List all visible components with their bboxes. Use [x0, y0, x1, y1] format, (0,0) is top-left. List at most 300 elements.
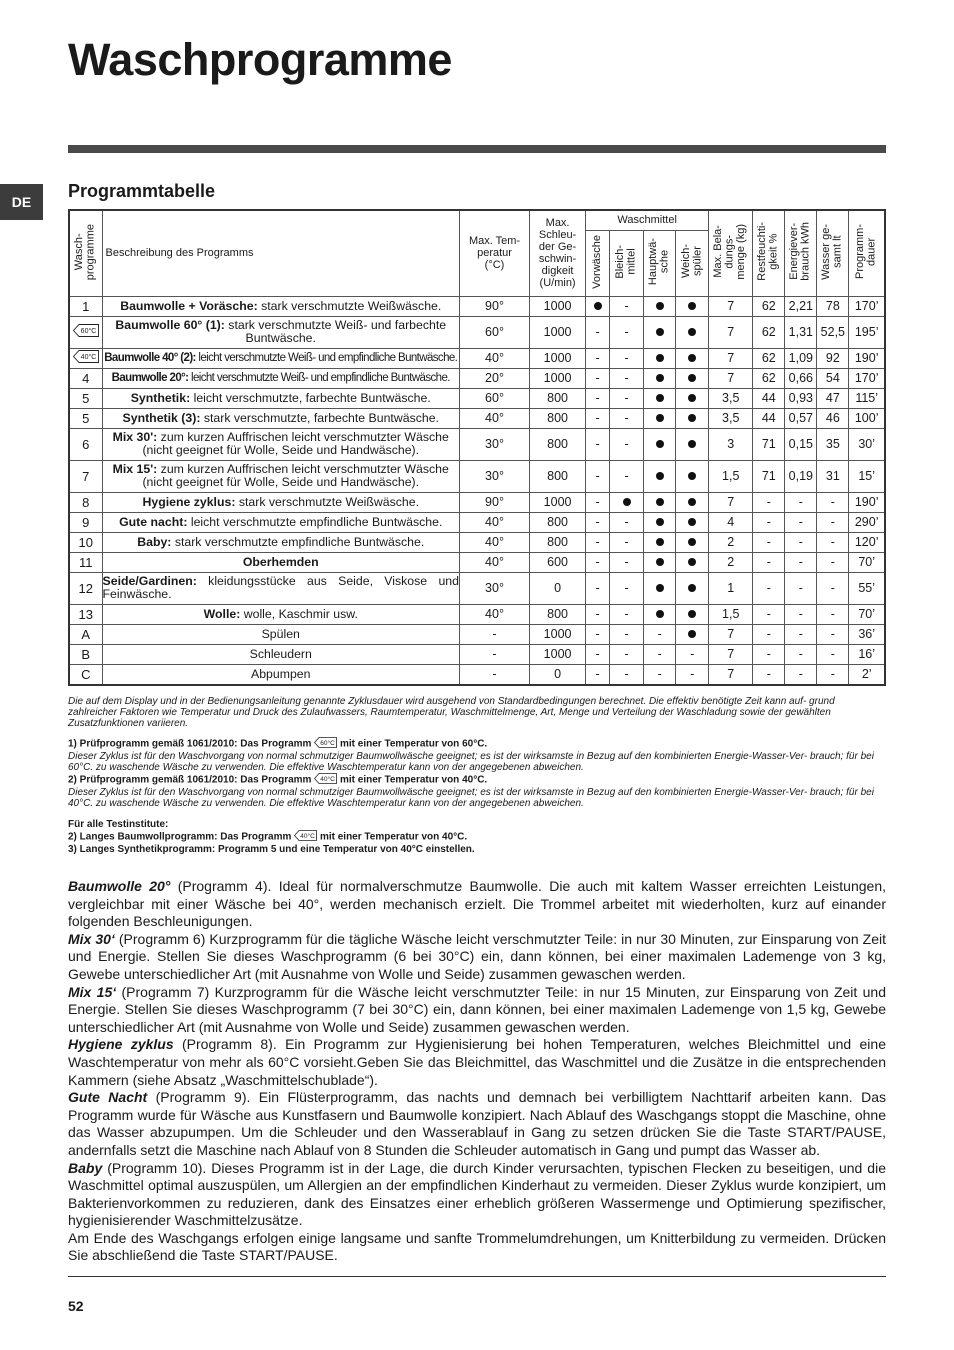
cell-duration: 170’ — [849, 368, 885, 388]
dot-mark — [688, 518, 696, 526]
cell-load: 7 — [709, 316, 753, 348]
title-rule — [68, 145, 886, 153]
cell-water: - — [817, 664, 849, 685]
table-row — [69, 512, 885, 532]
cell-load: 4 — [709, 512, 753, 532]
cell-temperature: 90° — [459, 492, 529, 512]
program-number: 13 — [69, 604, 102, 624]
cell-energy: 0,93 — [785, 388, 817, 408]
cell-energy: - — [785, 532, 817, 552]
cell-bleach: - — [610, 644, 644, 664]
dot-mark — [688, 538, 696, 546]
program-name: Baby: — [137, 534, 172, 549]
cell-prewash — [586, 296, 610, 316]
dot-mark — [656, 374, 664, 382]
cell-prewash: - — [586, 460, 610, 492]
dot-mark — [688, 374, 696, 382]
dot-mark — [688, 328, 696, 336]
cell-prewash: - — [586, 644, 610, 664]
paragraph-text: Am Ende des Waschgangs erfolgen einige langsame und sanfte Trommelumdrehungen, um Knitterbildung zu vermeiden. Drücken Sie abschließend die Taste START/PAUSE. — [68, 1229, 886, 1264]
cell-prewash: - — [586, 408, 610, 428]
table-row — [69, 368, 885, 388]
cell-bleach: - — [610, 664, 644, 685]
program-40-icon — [294, 830, 317, 844]
cell-softener — [676, 624, 709, 644]
program-descriptions — [68, 878, 886, 1265]
cell-prewash: - — [586, 512, 610, 532]
cell-temperature: 40° — [459, 408, 529, 428]
col-header-program: Wasch- programme — [69, 210, 102, 296]
cell-duration: 290’ — [849, 512, 885, 532]
cell-mainwash — [644, 532, 676, 552]
program-description — [102, 572, 459, 604]
program-description — [102, 348, 459, 368]
cell-water: - — [817, 552, 849, 572]
cell-moisture: 44 — [753, 408, 785, 428]
cell-bleach: - — [610, 604, 644, 624]
cell-softener — [676, 460, 709, 492]
cell-bleach: - — [610, 572, 644, 604]
program-paragraph — [68, 1230, 886, 1265]
paragraph-text: (Programm 7) Kurzprogramm für die Wäsche leicht verschmutzter Teile: in nur 15 Minuten, zur Einsparung von Zeit und Energie. Stellen Sie dieses Waschprogramm (7 bei 30°C) ein, dann können, bei einer maximalen Lademenge von 1,5 kg, Gewebe unterschiedlicher Art (mit Ausnahme von Wolle und Seide) zusammen gewaschen werden. — [68, 983, 886, 1035]
table-row — [69, 532, 885, 552]
dot-mark — [656, 538, 664, 546]
cell-bleach: - — [610, 296, 644, 316]
program-detail: stark verschmutzte Weißwäsche. — [261, 298, 442, 313]
program-description — [102, 552, 459, 572]
paragraph-text: (Programm 9). Ein Flüsterprogramm, das nachts und demnach bei verbilligtem Nachttarif arbeiten kann. Das Programm wurde für Wäsche aus Kunstfasern und Baumwolle konzipiert. Nach Ablauf des Waschgangs stoppt die Maschine, ohne das Wasser abzupumpen. Um die Schleuder und den Wasserablauf in Gang zu setzen drücken Sie die Taste START/PAUSE, andernfalls setzt die Maschine nach Ablauf von 8 Stunden die Schleuder automatisch in Gang und pumpt das Wasser ab. — [68, 1089, 886, 1158]
table-row — [69, 388, 885, 408]
dot-mark — [688, 558, 696, 566]
cell-energy: 1,09 — [785, 348, 817, 368]
dot-mark — [656, 518, 664, 526]
cell-mainwash: - — [644, 664, 676, 685]
cell-temperature: 40° — [459, 512, 529, 532]
cell-prewash: - — [586, 348, 610, 368]
cell-duration: 195’ — [849, 316, 885, 348]
cell-softener — [676, 604, 709, 624]
program-name: Gute nacht: — [119, 514, 188, 529]
cell-prewash: - — [586, 492, 610, 512]
cell-prewash: - — [586, 572, 610, 604]
cell-water: 52,5 — [817, 316, 849, 348]
cell-spin: 0 — [530, 572, 586, 604]
svg-text:60°C: 60°C — [320, 740, 335, 747]
program-detail: wolle, Kaschmir usw. — [243, 606, 358, 621]
program-number: 9 — [69, 512, 102, 532]
cell-load: 1,5 — [709, 604, 753, 624]
cell-mainwash: - — [644, 624, 676, 644]
cell-temperature: - — [459, 624, 529, 644]
program-number: 4 — [69, 368, 102, 388]
cell-duration: 30’ — [849, 428, 885, 460]
program-name: Baumwolle 20°: — [111, 371, 189, 384]
cell-temperature: 90° — [459, 296, 529, 316]
program-name: Hygiene zyklus: — [142, 494, 236, 509]
cell-duration: 36’ — [849, 624, 885, 644]
paragraph-text: (Programm 10). Dieses Programm ist in der Lage, die durch Kinder verursachten, typischen Flecken zu beseitigen, und die Waschmittel optimal auszuspülen, um Allergien an der empfindlichen Kinderhaut zu vermeiden. Dieser Zyklus wurde konzipiert, um Bakterienvorkommen zu reduzieren, dank des Einsatzes einer erheblich größeren Wassermenge und Optimierung spezifischer, hygienisierender Waschmittelzusätze. — [68, 1159, 886, 1229]
program-detail: zum kurzen Auffrischen leicht verschmutzter Wäsche (nicht geeignet für Wolle, Seide und Handwäsche). — [142, 430, 449, 457]
cell-spin: 800 — [530, 428, 586, 460]
cell-bleach: - — [610, 460, 644, 492]
cell-prewash: - — [586, 532, 610, 552]
program-60-icon — [314, 737, 337, 751]
cell-water: - — [817, 512, 849, 532]
dot-mark — [594, 302, 602, 310]
cell-mainwash — [644, 408, 676, 428]
cell-load: 1 — [709, 572, 753, 604]
dot-mark — [656, 394, 664, 402]
program-name: Mix 15': — [112, 462, 158, 476]
footnote-1-title: 1) Prüfprogramm gemäß 1061/2010: Das Programm — [68, 738, 312, 750]
dot-mark — [688, 630, 696, 638]
dot-mark — [656, 328, 664, 336]
col-header-softener: Weich- spüler — [676, 230, 709, 296]
cell-energy: - — [785, 624, 817, 644]
table-row — [69, 348, 885, 368]
program-paragraph — [68, 1160, 886, 1230]
cell-temperature: - — [459, 664, 529, 685]
program-description — [102, 296, 459, 316]
paragraph-text: (Programm 8). Ein Programm zur Hygienisierung bei hohen Temperaturen, welches Bleichmittel und eine Waschtemperatur von mehr als 60°C vorsieht.Geben Sie das Bleichmittel, das Waschmittel und die Zusätze in die entsprechenden Kammern (siehe Absatz „Waschmittelschublade“). — [68, 1036, 886, 1088]
program-detail: Spülen — [261, 626, 300, 641]
cell-duration: 2’ — [849, 664, 885, 685]
cell-bleach: - — [610, 532, 644, 552]
cell-spin: 800 — [530, 388, 586, 408]
program-number: C — [69, 664, 102, 685]
cell-temperature: 60° — [459, 388, 529, 408]
table-notes — [68, 696, 886, 855]
dot-mark — [688, 584, 696, 592]
col-header-temperature: Max. Tem- peratur (°C) — [459, 210, 529, 296]
cell-temperature: 40° — [459, 604, 529, 624]
program-number: 11 — [69, 552, 102, 572]
cell-spin: 1000 — [530, 316, 586, 348]
cell-load: 7 — [709, 492, 753, 512]
table-row — [69, 460, 885, 492]
paragraph-term: Mix 15‘ — [68, 983, 117, 1000]
program-40-icon — [314, 773, 337, 787]
cell-load: 7 — [709, 296, 753, 316]
cell-spin: 800 — [530, 512, 586, 532]
program-name: Baumwolle 40° (2): — [104, 351, 196, 364]
institutes-title: Für alle Testinstitute: — [68, 819, 169, 830]
program-description — [102, 316, 459, 348]
cell-spin: 0 — [530, 664, 586, 685]
table-row — [69, 604, 885, 624]
program-number: 12 — [69, 572, 102, 604]
cell-energy: - — [785, 552, 817, 572]
cell-mainwash — [644, 348, 676, 368]
program-40-icon — [69, 348, 102, 368]
table-row — [69, 644, 885, 664]
program-detail: kleidungsstücke aus Seide, Viskose und Feinwäsche. — [102, 574, 459, 601]
dot-mark — [656, 610, 664, 618]
cell-load: 7 — [709, 624, 753, 644]
cell-mainwash — [644, 316, 676, 348]
cell-energy: - — [785, 604, 817, 624]
program-number: B — [69, 644, 102, 664]
cell-water: 54 — [817, 368, 849, 388]
program-name: Synthetik (3): — [122, 410, 201, 425]
program-detail: stark verschmutzte Weiß- und farbechte Buntwäsche. — [228, 318, 447, 345]
cell-moisture: 71 — [753, 460, 785, 492]
program-paragraph — [68, 984, 886, 1037]
cell-mainwash — [644, 428, 676, 460]
dot-mark — [656, 414, 664, 422]
institutes-note-2: 2) Langes Baumwollprogramm: Das Programm — [68, 831, 292, 843]
cell-duration: 100’ — [849, 408, 885, 428]
program-description — [102, 492, 459, 512]
program-detail: leicht verschmutzte, farbechte Buntwäsche. — [193, 390, 431, 405]
cell-water: - — [817, 644, 849, 664]
cell-prewash: - — [586, 388, 610, 408]
program-description — [102, 532, 459, 552]
cell-duration: 170’ — [849, 296, 885, 316]
cell-prewash: - — [586, 624, 610, 644]
paragraph-text: (Programm 6) Kurzprogramm für die tägliche Wäsche leicht verschmutzter Teile: in nur 30 Minuten, zur Einsparung von Zeit und Energie. Stellen Sie dieses Waschprogramm (6 bei 30°C) ein, dann können, bei einer maximalen Lademenge von 3 kg, Gewebe unterschiedlicher Art (mit Ausnahme von Wolle und Seide) zusammen gewaschen werden. — [68, 930, 886, 982]
cell-water: 92 — [817, 348, 849, 368]
cell-spin: 1000 — [530, 368, 586, 388]
cell-load: 2 — [709, 552, 753, 572]
table-row — [69, 316, 885, 348]
cell-duration: 120’ — [849, 532, 885, 552]
cell-spin: 600 — [530, 552, 586, 572]
cell-softener — [676, 532, 709, 552]
cell-moisture: - — [753, 644, 785, 664]
cell-softener — [676, 492, 709, 512]
cell-mainwash — [644, 460, 676, 492]
cell-energy: 2,21 — [785, 296, 817, 316]
program-description — [102, 408, 459, 428]
cell-energy: 0,19 — [785, 460, 817, 492]
cell-moisture: 62 — [753, 348, 785, 368]
cell-water: - — [817, 492, 849, 512]
cell-bleach: - — [610, 316, 644, 348]
cell-spin: 1000 — [530, 296, 586, 316]
cell-load: 7 — [709, 644, 753, 664]
cell-spin: 1000 — [530, 624, 586, 644]
col-header-spin: Max. Schleu- der Ge- schwin- digkeit (U/min) — [530, 210, 586, 296]
cell-temperature: 40° — [459, 532, 529, 552]
cell-load: 3 — [709, 428, 753, 460]
col-header-description: Beschreibung des Programms — [102, 210, 459, 296]
program-number: 7 — [69, 460, 102, 492]
svg-text:40°C: 40°C — [320, 776, 335, 783]
dot-mark — [623, 498, 631, 506]
cell-moisture: - — [753, 604, 785, 624]
cell-bleach: - — [610, 348, 644, 368]
dot-mark — [688, 394, 696, 402]
page-number: 52 — [68, 1298, 84, 1314]
paragraph-term: Hygiene zyklus — [68, 1036, 174, 1053]
cell-moisture: - — [753, 624, 785, 644]
cell-duration: 115’ — [849, 388, 885, 408]
cell-moisture: 62 — [753, 368, 785, 388]
svg-text:60°C: 60°C — [80, 328, 97, 336]
cell-duration: 190’ — [849, 492, 885, 512]
cell-moisture: - — [753, 552, 785, 572]
section-title: Programmtabelle — [68, 181, 216, 201]
cell-temperature: 30° — [459, 460, 529, 492]
paragraph-term: Baby — [68, 1159, 103, 1176]
col-header-detergent: Waschmittel — [586, 210, 709, 230]
cell-bleach: - — [610, 368, 644, 388]
paragraph-term: Mix 30‘ — [68, 930, 115, 947]
cell-moisture: - — [753, 512, 785, 532]
program-description — [102, 604, 459, 624]
cell-mainwash — [644, 368, 676, 388]
cell-moisture: - — [753, 532, 785, 552]
program-number: 6 — [69, 428, 102, 460]
footer-rule — [68, 1276, 886, 1277]
program-name: Baumwolle + Voräsche: — [120, 298, 258, 313]
paragraph-text: (Programm 4). Ideal für normalverschmutze Baumwolle. Die auch mit kaltem Wasser erreichten Leistungen, vergleichbar mit einer Wäsche bei 40°, werden mechanisch erzielt. Die Trommel arbeitet mit wiederholten, kurz auf einander folgenden Beschleunigungen. — [68, 878, 886, 930]
cell-water: - — [817, 604, 849, 624]
notes-intro: Die auf dem Display und in der Bedienungsanleitung genannte Zyklusdauer wird ausgehend von Standardbedingungen berechnet. Die effektiv benötigte Zeit kann auf- grund zahlreicher Faktoren wie Temperatur und Druck des Zulaufwassers, Raumtemperatur, Waschmittelmenge, Art, Menge und Verteilung der Waschladung sowie der gewählten Zusatzfunktionen variieren. — [68, 696, 835, 729]
footnote-2-temp: mit einer Temperatur von 40°C. — [340, 774, 488, 786]
dot-mark — [656, 354, 664, 362]
cell-softener: - — [676, 644, 709, 664]
cell-mainwash — [644, 604, 676, 624]
cell-water: 46 — [817, 408, 849, 428]
dot-mark — [656, 558, 664, 566]
col-header-load: Max. Bela- dungs- menge (kg) — [709, 210, 753, 296]
program-detail: stark verschmutzte, farbechte Buntwäsche. — [203, 410, 439, 425]
cell-duration: 16’ — [849, 644, 885, 664]
cell-temperature: 40° — [459, 552, 529, 572]
cell-moisture: 62 — [753, 316, 785, 348]
program-60-icon — [69, 316, 102, 348]
table-row — [69, 664, 885, 685]
cell-spin: 1000 — [530, 492, 586, 512]
page-title: Waschprogramme — [68, 34, 452, 85]
cell-softener: - — [676, 664, 709, 685]
cell-moisture: 44 — [753, 388, 785, 408]
col-header-duration: Programm- dauer — [849, 210, 885, 296]
cell-spin: 800 — [530, 408, 586, 428]
cell-mainwash — [644, 388, 676, 408]
program-description — [102, 512, 459, 532]
institutes-note-2-temp: mit einer Temperatur von 40°C. — [319, 831, 468, 843]
col-header-water: Wasser ge- samt lt — [817, 210, 849, 296]
paragraph-term: Baumwolle 20° — [68, 878, 171, 894]
cell-load: 2 — [709, 532, 753, 552]
dot-mark — [688, 610, 696, 618]
program-number: 5 — [69, 388, 102, 408]
cell-moisture: - — [753, 572, 785, 604]
cell-prewash: - — [586, 368, 610, 388]
cell-water: - — [817, 532, 849, 552]
table-row — [69, 428, 885, 460]
institutes-note-3: 3) Langes Synthetikprogramm: Programm 5 und eine Temperatur von 40°C einstellen. — [68, 844, 475, 855]
cell-energy: 0,15 — [785, 428, 817, 460]
cell-softener — [676, 552, 709, 572]
cell-duration: 70’ — [849, 604, 885, 624]
cell-softener — [676, 428, 709, 460]
program-detail: leicht verschmutzte empfindliche Buntwäsche. — [190, 514, 443, 529]
cell-energy: - — [785, 492, 817, 512]
table-row — [69, 408, 885, 428]
program-number: A — [69, 624, 102, 644]
cell-softener — [676, 408, 709, 428]
cell-load: 1,5 — [709, 460, 753, 492]
cell-mainwash — [644, 552, 676, 572]
svg-text:40°C: 40°C — [80, 354, 97, 362]
program-paragraph — [68, 1036, 886, 1089]
cell-softener — [676, 572, 709, 604]
cell-spin: 800 — [530, 460, 586, 492]
program-detail: Abpumpen — [251, 666, 311, 681]
cell-energy: - — [785, 664, 817, 685]
cell-prewash: - — [586, 428, 610, 460]
program-name: Wolle: — [203, 606, 241, 621]
cell-duration: 190’ — [849, 348, 885, 368]
dot-mark — [688, 440, 696, 448]
cell-energy: 0,66 — [785, 368, 817, 388]
program-detail: leicht verschmutzte Weiß- und empfindliche Buntwäsche. — [198, 351, 458, 364]
program-table — [68, 209, 886, 686]
cell-mainwash — [644, 296, 676, 316]
program-number: 5 — [69, 408, 102, 428]
program-description — [102, 664, 459, 685]
cell-mainwash — [644, 512, 676, 532]
cell-moisture: - — [753, 492, 785, 512]
cell-prewash: - — [586, 552, 610, 572]
cell-softener — [676, 388, 709, 408]
program-description — [102, 368, 459, 388]
program-name: Oberhemden — [242, 554, 319, 569]
col-header-moisture: Restfeuchti- gkeit % — [753, 210, 785, 296]
dot-mark — [656, 498, 664, 506]
cell-load: 3,5 — [709, 388, 753, 408]
cell-bleach: - — [610, 512, 644, 532]
cell-prewash: - — [586, 604, 610, 624]
cell-softener — [676, 296, 709, 316]
program-detail: stark verschmutzte empfindliche Buntwäsche. — [174, 534, 425, 549]
dot-mark — [688, 498, 696, 506]
cell-softener — [676, 316, 709, 348]
col-header-prewash: Vorwäsche — [586, 230, 610, 296]
footnote-1-text: Dieser Zyklus ist für den Waschvorgang von normal schmutziger Baumwollwäsche geeignet; es ist der wirksamste in Bezug auf den kombinierten Energie-Wasser-Ver- brauch; für bei 60°C. zu waschende Wäsche zu verwenden. Die effektive Waschtemperatur kann von der angegebenen abweichen. — [68, 751, 874, 773]
program-name: Synthetik: — [130, 390, 191, 405]
cell-temperature: 30° — [459, 428, 529, 460]
dot-mark — [688, 414, 696, 422]
table-row — [69, 624, 885, 644]
cell-prewash: - — [586, 316, 610, 348]
cell-temperature: 60° — [459, 316, 529, 348]
cell-softener — [676, 348, 709, 368]
cell-prewash: - — [586, 664, 610, 685]
cell-moisture: 62 — [753, 296, 785, 316]
cell-water: 47 — [817, 388, 849, 408]
cell-temperature: - — [459, 644, 529, 664]
program-detail: Schleudern — [249, 646, 312, 661]
cell-mainwash: - — [644, 644, 676, 664]
program-name: Baumwolle 60° (1): — [115, 318, 225, 332]
cell-energy: - — [785, 644, 817, 664]
program-detail: leicht verschmutzte Weiß- und empfindliche Buntwäsche. — [190, 371, 450, 384]
cell-bleach: - — [610, 624, 644, 644]
cell-bleach: - — [610, 552, 644, 572]
cell-energy: - — [785, 512, 817, 532]
cell-load: 7 — [709, 368, 753, 388]
cell-temperature: 30° — [459, 572, 529, 604]
svg-text:40°C: 40°C — [300, 833, 315, 840]
table-row — [69, 492, 885, 512]
col-header-energy: Energiever- brauch kWh — [785, 210, 817, 296]
cell-bleach — [610, 492, 644, 512]
